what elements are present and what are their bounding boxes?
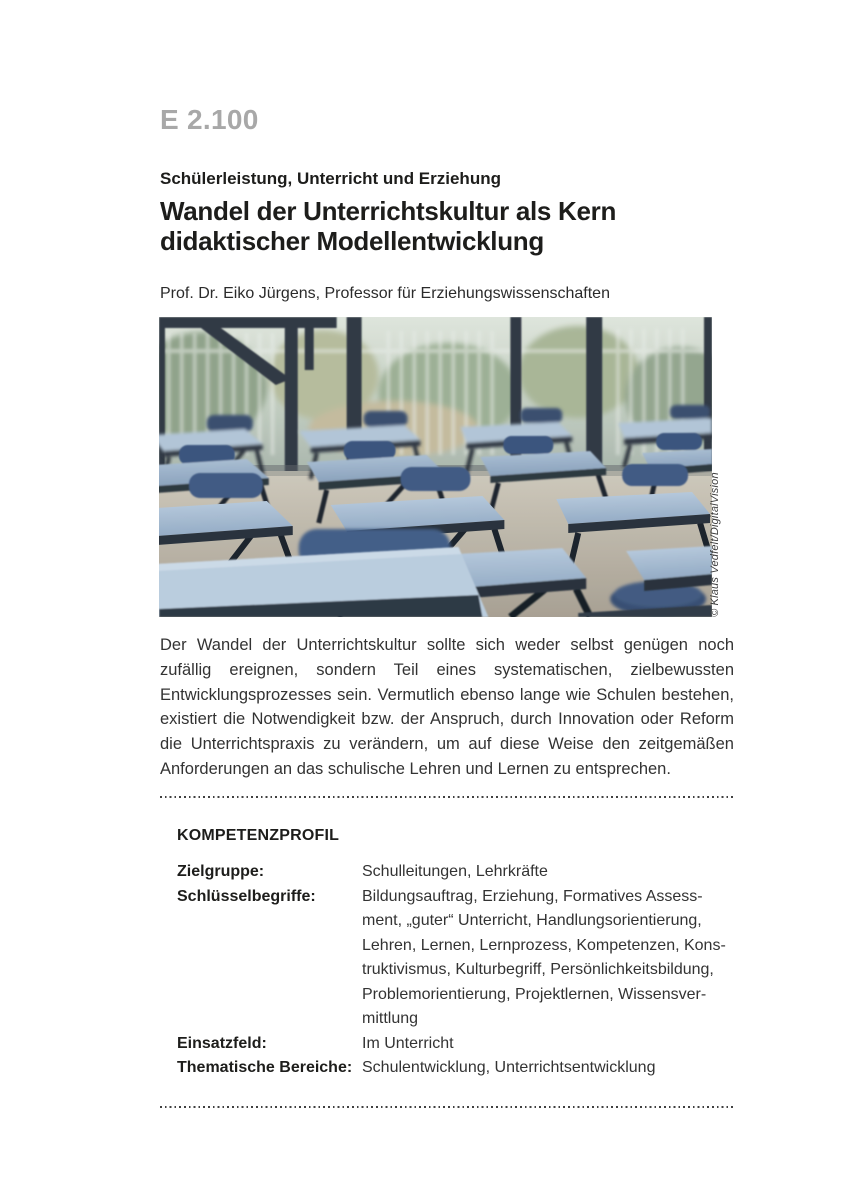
article-title-line1: Wandel der Unterrichtskultur als Kern bbox=[160, 196, 617, 226]
profile-label-zielgruppe: Zielgruppe: bbox=[177, 863, 265, 880]
classroom-photo-image bbox=[159, 317, 712, 617]
kompetenzprofil-table bbox=[177, 860, 734, 1081]
dotted-divider-bottom bbox=[160, 1106, 734, 1108]
classroom-photo bbox=[159, 317, 721, 617]
profile-label-schluesselbegriffe: Schlüsselbegriffe: bbox=[177, 887, 316, 905]
profile-value-schluesselbegriffe: Bildungsauftrag, Erziehung, Formatives Assessment, „guter“ Unterricht, Handlungsorientierung, Lehren, Lernen, Lernprozess, Kompetenzen, Konstruktivismus, Kulturbegriff, Persönlichkeitsbildung, Problemorientierung, Projektlernen, Wissensvermittlung bbox=[362, 887, 726, 1027]
profile-value-einsatzfeld: Im Unterricht bbox=[362, 1034, 454, 1052]
doc-code: E 2.100 bbox=[160, 104, 259, 135]
dotted-divider-top bbox=[160, 796, 734, 798]
kompetenzprofil-section bbox=[177, 827, 734, 1081]
photo-credit: © Klaus Vedfelt/DigitalVision bbox=[709, 472, 721, 617]
author-line: Prof. Dr. Eiko Jürgens, Professor für Erziehungswissenschaften bbox=[160, 285, 610, 302]
intro-paragraph: Der Wandel der Unterrichtskultur sollte sich weder selbst genügen noch zufällig ereignen, sondern Teil eines systematischen, zielbewussten Entwicklungsprozesses sein. Vermutlich ebenso lange wie Schulen bestehen, existiert die Notwendigkeit bzw. der Anspruch, durch Innovation oder Reform die Unterrichtspraxis zu verändern, um auf diese Weise den zeitgemäßen Anforderungen an das schulische Lehren und Lernen zu entsprechen. bbox=[160, 636, 734, 778]
profile-value-zielgruppe: Schulleitungen, Lehrkräfte bbox=[362, 863, 548, 880]
article-title-line2: didaktischer Modellentwicklung bbox=[160, 226, 544, 256]
profile-label-thematische-bereiche: Thematische Bereiche: bbox=[177, 1059, 353, 1076]
profile-label-einsatzfeld: Einsatzfeld: bbox=[177, 1034, 267, 1052]
article-title bbox=[160, 196, 738, 256]
profile-value-thematische-bereiche: Schulentwicklung, Unterrichtsentwicklung bbox=[362, 1059, 656, 1076]
series-title: Schülerleistung, Unterricht und Erziehung bbox=[160, 169, 501, 188]
kompetenzprofil-heading: KOMPETENZPROFIL bbox=[177, 827, 340, 844]
